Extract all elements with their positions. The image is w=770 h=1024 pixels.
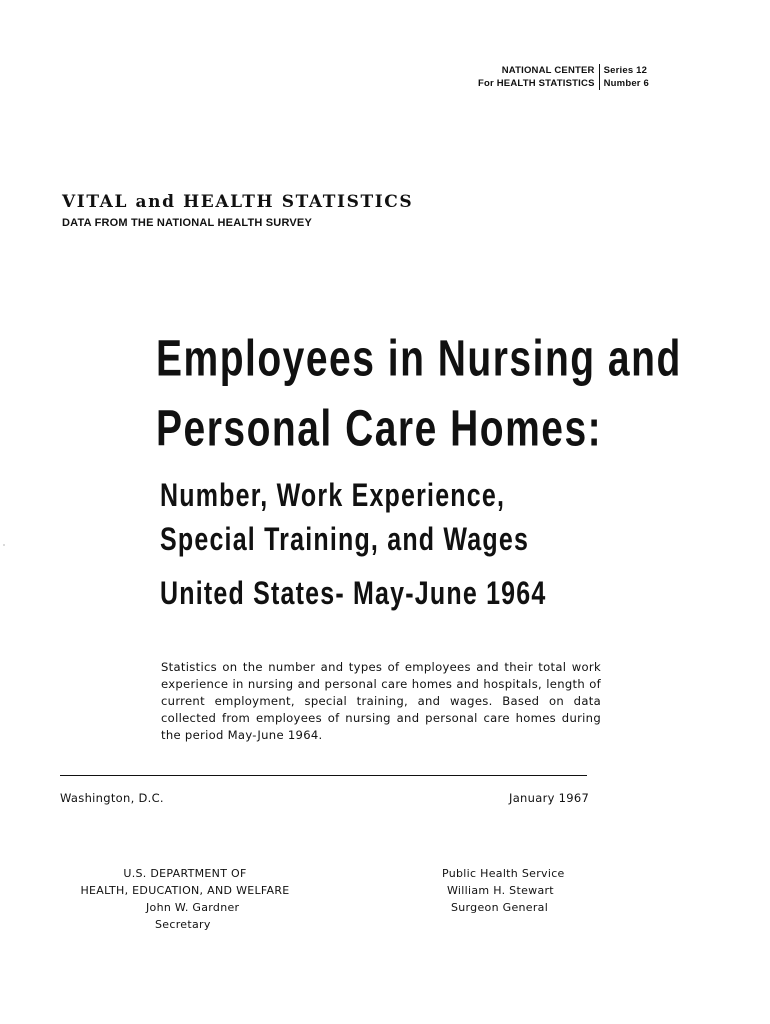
series-number-line2: Number 6 <box>603 78 650 89</box>
report-title-line2: Personal Care Homes: <box>156 401 603 458</box>
department-secretary-name: John W. Gardner <box>146 901 240 914</box>
report-subtitle-line2: Special Training, and Wages <box>160 521 530 558</box>
department-block <box>60 865 310 933</box>
center-name-line1: NATIONAL CENTER <box>501 65 595 76</box>
surgeon-general-title: Surgeon General <box>451 901 549 914</box>
publication-date: January 1967 <box>509 791 590 805</box>
surgeon-general-name: William H. Stewart <box>447 884 554 897</box>
report-description: Statistics on the number and types of employees and their total work experience in nursing and personal care homes and hospitals, length of current employment, special training, and wages. Based on data collected from employees of nursing and personal care homes during the period May-June 1964. <box>161 660 601 742</box>
department-secretary-title: Secretary <box>155 918 211 931</box>
center-name-line2: For HEALTH STATISTICS <box>478 78 595 89</box>
publication-place: Washington, D.C. <box>60 791 164 805</box>
service-block <box>442 865 602 916</box>
series-number-line1: Series 12 <box>603 65 648 76</box>
series-subtitle: DATA FROM THE NATIONAL HEALTH SURVEY <box>62 217 313 229</box>
series-number <box>600 64 649 90</box>
series-title: VITAL and HEALTH STATISTICS <box>62 192 414 212</box>
center-name <box>478 64 600 90</box>
service-name: Public Health Service <box>442 867 565 880</box>
report-subtitle-line1: Number, Work Experience, <box>160 477 506 514</box>
scan-speck <box>3 544 5 546</box>
report-subtitle-line3: United States- May-June 1964 <box>160 575 547 612</box>
report-title-line1: Employees in Nursing and <box>156 331 682 388</box>
department-line2: HEALTH, EDUCATION, AND WELFARE <box>80 884 290 897</box>
divider-rule <box>60 775 587 776</box>
series-header <box>478 64 649 90</box>
department-line1: U.S. DEPARTMENT OF <box>123 867 247 880</box>
